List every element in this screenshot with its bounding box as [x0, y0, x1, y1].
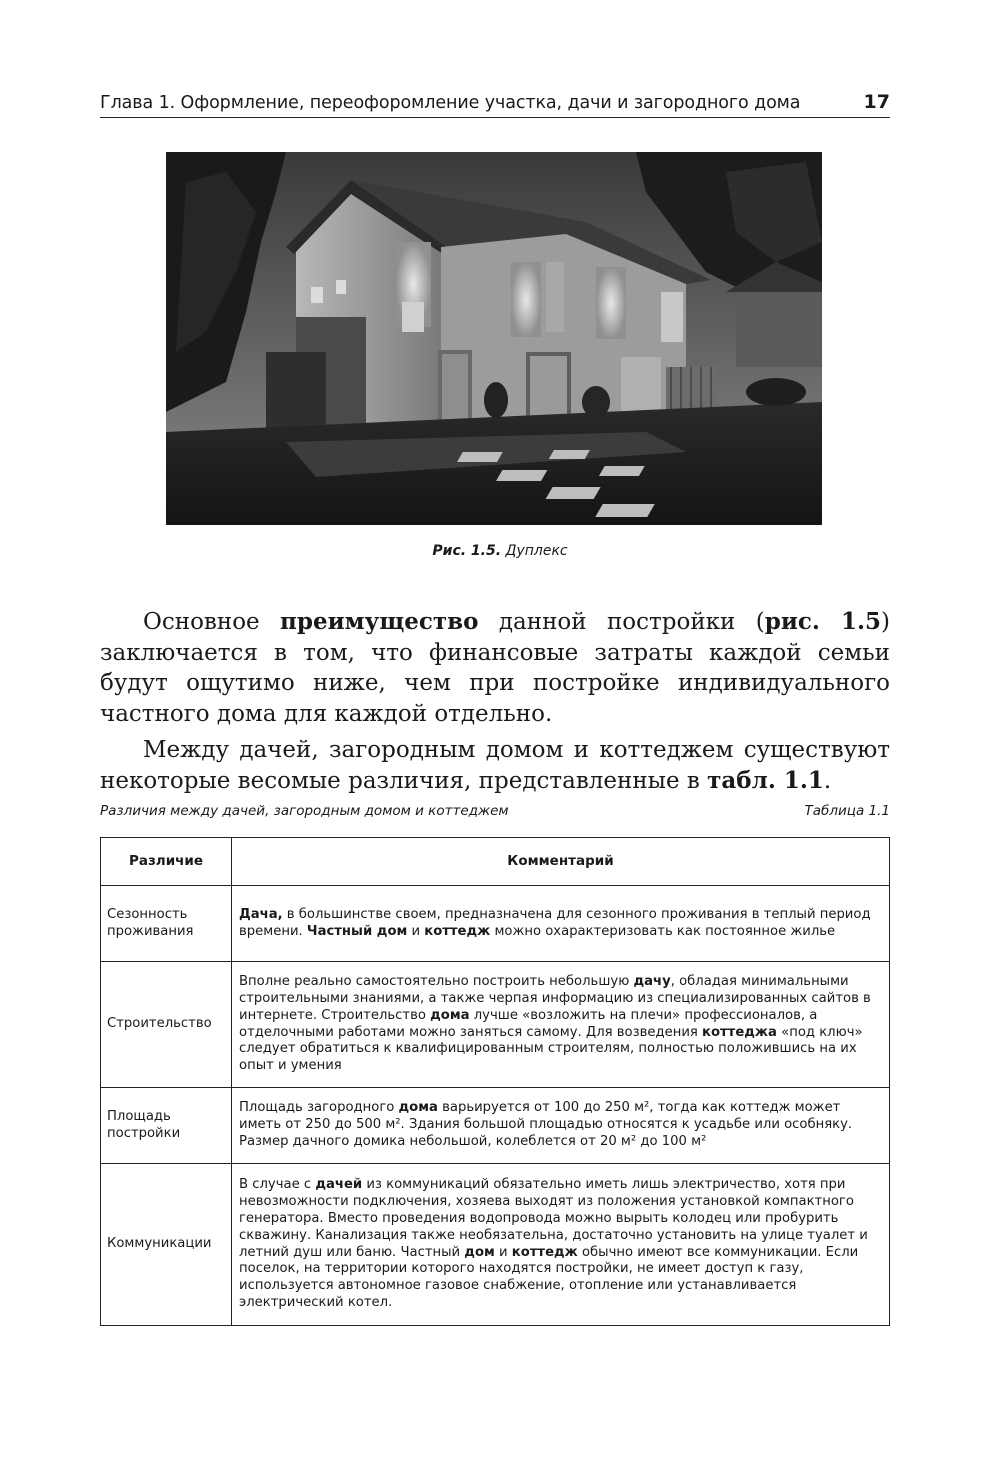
row-label: Площадь постройки: [101, 1088, 232, 1164]
emphasis-text: дачу: [633, 974, 671, 990]
emphasis-text: дома: [398, 1100, 438, 1116]
row-comment: [232, 1164, 890, 1326]
text-run: «под ключ» следует обратиться к квалифицированным строителям, полностью положившись на их опыт и умения: [239, 1024, 863, 1074]
row-comment: [232, 886, 890, 962]
text-run: .: [823, 767, 832, 794]
row-label: Коммуникации: [101, 1164, 232, 1326]
differences-table: [100, 837, 890, 1326]
table-caption: Различия между дачей, загородным домом и коттеджем: [100, 803, 509, 819]
text-run: данной постройки (: [478, 609, 765, 635]
emphasis-text: преимущество: [280, 608, 479, 635]
row-comment: [232, 962, 890, 1088]
emphasis-text: коттеджа: [702, 1024, 777, 1040]
paragraph-advantage: [100, 607, 890, 729]
duplex-house-photo: [166, 152, 822, 525]
row-label: Строительство: [101, 962, 232, 1088]
row-label: Сезонность проживания: [101, 886, 232, 962]
emphasis-text: дачей: [315, 1177, 363, 1193]
emphasis-text: табл. 1.1: [707, 766, 824, 794]
page-number: 17: [863, 91, 890, 113]
text-run: из коммуникаций обязательно иметь лишь электричество, хотя при невозможности подключения, хозяева выходят из положения установкой компактного генератора. Вместо проведения водопровода можно вырыть колодец или пробурить скважину. Канализация также необязательна, достаточно установить на улице туалет и летний душ или баню. Частный: [239, 1177, 868, 1260]
header-difference: Различие: [101, 838, 232, 886]
photo-illustration: [166, 152, 822, 525]
table-caption-row: [100, 803, 890, 819]
text-run: лучше «возложить на плечи» профессионалов, а отделочными работами можно заняться самому. Для возведения: [239, 1007, 818, 1040]
text-run: В случае с: [239, 1177, 316, 1193]
running-header: [100, 88, 890, 118]
text-run: варьируется от 100 до 250 м², тогда как коттедж может иметь от 250 до 500 м². Здания большой площадью относятся к усадьбе или особняку. Размер дачного домика небольшой, колеблется от 20 м² до 100 м²: [239, 1100, 853, 1149]
emphasis-text: рис. 1.5: [764, 608, 881, 635]
figure-text: Дуплекс: [505, 543, 568, 559]
text-run: Основное: [143, 609, 281, 635]
table-row: [101, 1088, 890, 1164]
row-comment: [232, 1088, 890, 1164]
paragraph-differences: [100, 735, 890, 796]
text-run: ) заключается в том, что финансовые затраты каждой семьи будут ощутимо ниже, чем при постройке индивидуального частного дома для каждой отдельно.: [100, 609, 890, 727]
header-comment: Комментарий: [232, 838, 890, 886]
text-run: Вполне реально самостоятельно построить небольшую: [239, 974, 634, 990]
table-header-row: [101, 838, 890, 886]
text-run: можно охарактеризовать как постоянное жилье: [490, 923, 836, 939]
text-run: Площадь загородного: [239, 1100, 399, 1116]
emphasis-text: коттедж: [511, 1244, 578, 1260]
table-number: Таблица 1.1: [804, 803, 890, 819]
body-text: [100, 607, 890, 802]
table-row: [101, 1164, 890, 1326]
emphasis-text: дом: [464, 1244, 495, 1260]
emphasis-text: дома: [430, 1007, 470, 1023]
emphasis-text: Дача,: [239, 906, 283, 922]
text-run: в большинстве своем, предназначена для сезонного проживания в теплый период времени.: [239, 906, 871, 939]
figure-label: Рис. 1.5.: [432, 543, 502, 559]
table-row: [101, 886, 890, 962]
text-run: Между дачей, загородным домом и коттеджем существуют некоторые весомые различия, представленные в: [100, 737, 890, 794]
text-run: обычно имеют все коммуникации. Если поселок, на территории которого находятся постройки, не имеет доступ к газу, используется автономное газовое снабжение, отопление или устанавливается электрический котел.: [239, 1244, 859, 1310]
chapter-title: Глава 1. Оформление, переофоромление участка, дачи и загородного дома: [100, 93, 801, 113]
figure-caption: [0, 543, 1000, 559]
emphasis-text: коттедж: [424, 923, 491, 939]
text-run: и: [407, 923, 425, 939]
table-row: [101, 962, 890, 1088]
text-run: , обладая минимальными строительными знаниями, а также черпая информацию из специализированных сайтов в интернете. Строительство: [239, 974, 871, 1023]
emphasis-text: Частный дом: [306, 923, 408, 939]
text-run: и: [494, 1244, 512, 1260]
